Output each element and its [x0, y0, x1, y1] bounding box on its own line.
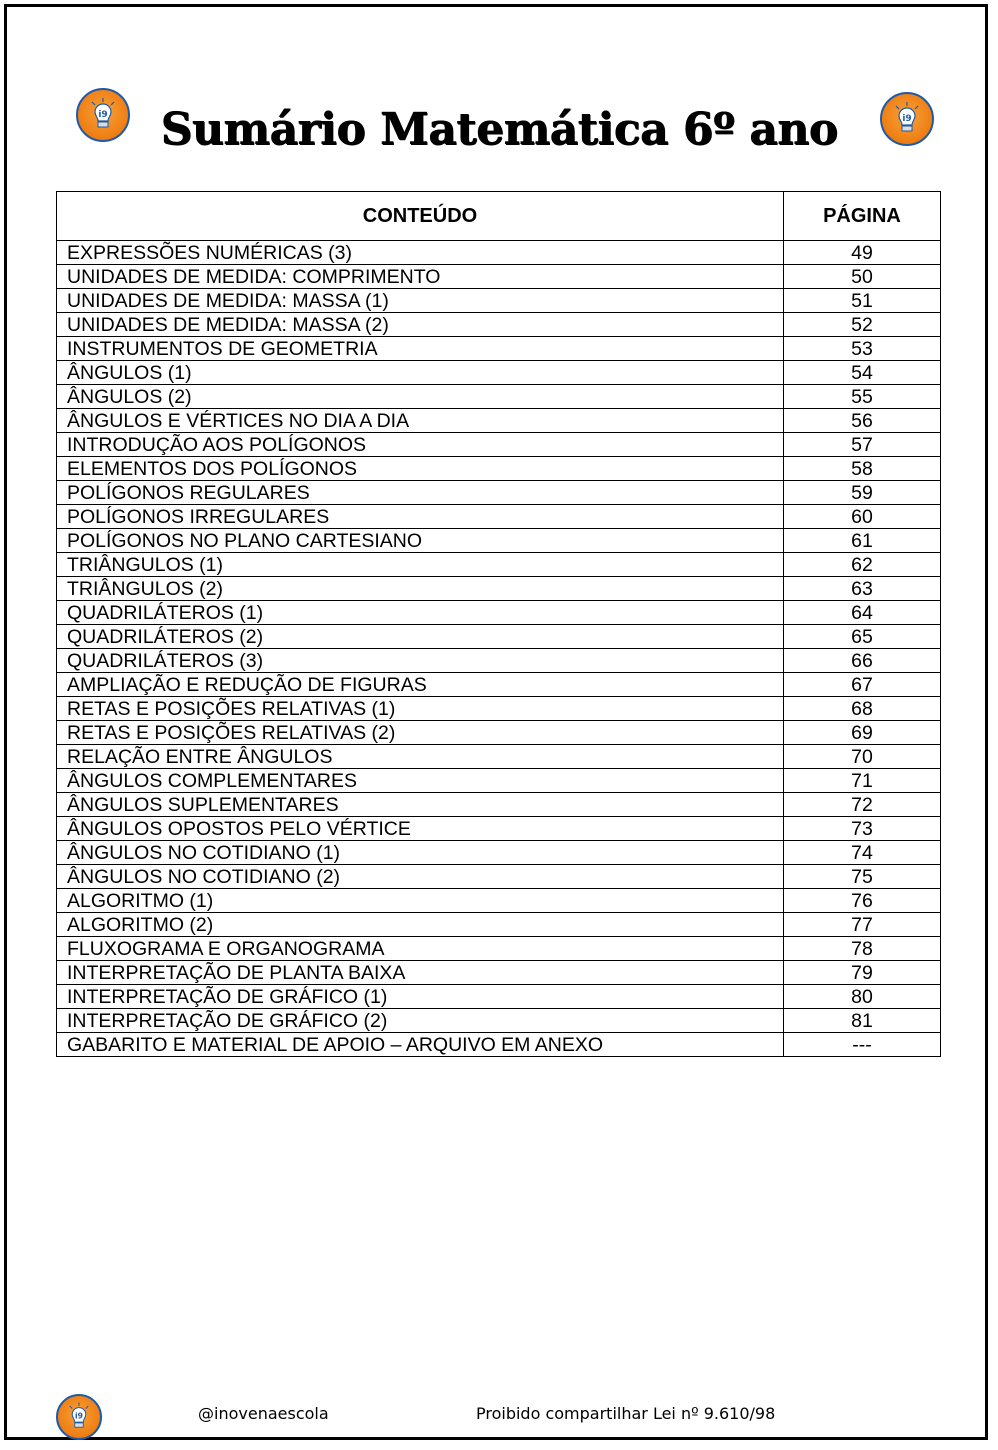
row-page-number: 53: [784, 337, 941, 361]
row-content: ÂNGULOS (1): [57, 361, 784, 385]
row-page-number: 60: [784, 505, 941, 529]
row-content: TRIÂNGULOS (1): [57, 553, 784, 577]
row-content: POLÍGONOS REGULARES: [57, 481, 784, 505]
table-row: [57, 1009, 941, 1033]
row-page-number: 69: [784, 721, 941, 745]
row-content: UNIDADES DE MEDIDA: MASSA (1): [57, 289, 784, 313]
row-content: RETAS E POSIÇÕES RELATIVAS (2): [57, 721, 784, 745]
row-page-number: 68: [784, 697, 941, 721]
table-row: [57, 673, 941, 697]
row-page-number: 57: [784, 433, 941, 457]
row-page-number: 72: [784, 793, 941, 817]
table-row: [57, 745, 941, 769]
row-content: ALGORITMO (2): [57, 913, 784, 937]
row-content: ÂNGULOS COMPLEMENTARES: [57, 769, 784, 793]
row-content: ÂNGULOS NO COTIDIANO (2): [57, 865, 784, 889]
row-page-number: 71: [784, 769, 941, 793]
row-page-number: 56: [784, 409, 941, 433]
table-row: [57, 889, 941, 913]
svg-text:i9: i9: [902, 114, 912, 124]
row-page-number: 78: [784, 937, 941, 961]
table-row: [57, 793, 941, 817]
row-content: QUADRILÁTEROS (2): [57, 625, 784, 649]
table-row: [57, 961, 941, 985]
svg-text:i9: i9: [75, 1411, 83, 1421]
page-title: Sumário Matemática 6º ano: [160, 104, 838, 155]
row-page-number: 79: [784, 961, 941, 985]
row-page-number: 70: [784, 745, 941, 769]
column-header-content: CONTEÚDO: [57, 192, 784, 241]
table-row: [57, 241, 941, 265]
table-row: [57, 841, 941, 865]
row-page-number: 67: [784, 673, 941, 697]
row-content: ÂNGULOS (2): [57, 385, 784, 409]
table-row: [57, 913, 941, 937]
table-row: [57, 1033, 941, 1057]
row-content: INTERPRETAÇÃO DE PLANTA BAIXA: [57, 961, 784, 985]
row-page-number: 61: [784, 529, 941, 553]
table-row: [57, 769, 941, 793]
table-row: [57, 937, 941, 961]
row-content: EXPRESSÕES NUMÉRICAS (3): [57, 241, 784, 265]
table-row: [57, 361, 941, 385]
row-content: RETAS E POSIÇÕES RELATIVAS (1): [57, 697, 784, 721]
row-content: GABARITO E MATERIAL DE APOIO – ARQUIVO EM ANEXO: [57, 1033, 784, 1057]
table-row: [57, 865, 941, 889]
row-content: ÂNGULOS NO COTIDIANO (1): [57, 841, 784, 865]
column-header-page: PÁGINA: [784, 192, 941, 241]
row-page-number: ---: [784, 1033, 941, 1057]
table-body: [57, 241, 941, 1057]
row-page-number: 74: [784, 841, 941, 865]
table-row: [57, 337, 941, 361]
table-row: [57, 505, 941, 529]
row-page-number: 80: [784, 985, 941, 1009]
table-row: [57, 577, 941, 601]
row-page-number: 52: [784, 313, 941, 337]
row-page-number: 50: [784, 265, 941, 289]
table-row: [57, 529, 941, 553]
table-row: [57, 433, 941, 457]
row-page-number: 65: [784, 625, 941, 649]
row-content: INTERPRETAÇÃO DE GRÁFICO (1): [57, 985, 784, 1009]
table-row: [57, 697, 941, 721]
row-page-number: 49: [784, 241, 941, 265]
row-content: UNIDADES DE MEDIDA: MASSA (2): [57, 313, 784, 337]
row-content: QUADRILÁTEROS (3): [57, 649, 784, 673]
row-content: ÂNGULOS SUPLEMENTARES: [57, 793, 784, 817]
row-content: ELEMENTOS DOS POLÍGONOS: [57, 457, 784, 481]
footer-legal-notice: Proibido compartilhar Lei nº 9.610/98: [476, 1404, 776, 1423]
row-content: TRIÂNGULOS (2): [57, 577, 784, 601]
row-page-number: 54: [784, 361, 941, 385]
row-content: ALGORITMO (1): [57, 889, 784, 913]
row-page-number: 59: [784, 481, 941, 505]
table-row: [57, 385, 941, 409]
table-row: [57, 721, 941, 745]
row-page-number: 64: [784, 601, 941, 625]
row-page-number: 66: [784, 649, 941, 673]
row-content: FLUXOGRAMA E ORGANOGRAMA: [57, 937, 784, 961]
row-page-number: 55: [784, 385, 941, 409]
row-content: AMPLIAÇÃO E REDUÇÃO DE FIGURAS: [57, 673, 784, 697]
row-page-number: 76: [784, 889, 941, 913]
row-page-number: 77: [784, 913, 941, 937]
row-content: POLÍGONOS IRREGULARES: [57, 505, 784, 529]
table-row: [57, 481, 941, 505]
row-content: POLÍGONOS NO PLANO CARTESIANO: [57, 529, 784, 553]
row-page-number: 58: [784, 457, 941, 481]
table-row: [57, 265, 941, 289]
table-row: [57, 457, 941, 481]
svg-text:i9: i9: [98, 110, 108, 120]
footer-handle: @inovenaescola: [198, 1404, 329, 1423]
summary-table: [56, 191, 941, 1057]
table-row: [57, 649, 941, 673]
table-row: [57, 817, 941, 841]
table-row: [57, 313, 941, 337]
row-content: INSTRUMENTOS DE GEOMETRIA: [57, 337, 784, 361]
row-content: UNIDADES DE MEDIDA: COMPRIMENTO: [57, 265, 784, 289]
row-content: ÂNGULOS E VÉRTICES NO DIA A DIA: [57, 409, 784, 433]
row-page-number: 81: [784, 1009, 941, 1033]
row-page-number: 51: [784, 289, 941, 313]
row-page-number: 75: [784, 865, 941, 889]
table-row: [57, 289, 941, 313]
table-row: [57, 553, 941, 577]
row-content: ÂNGULOS OPOSTOS PELO VÉRTICE: [57, 817, 784, 841]
row-content: INTRODUÇÃO AOS POLÍGONOS: [57, 433, 784, 457]
table-row: [57, 625, 941, 649]
row-page-number: 73: [784, 817, 941, 841]
row-page-number: 63: [784, 577, 941, 601]
table-row: [57, 601, 941, 625]
row-content: RELAÇÃO ENTRE ÂNGULOS: [57, 745, 784, 769]
table-row: [57, 985, 941, 1009]
row-page-number: 62: [784, 553, 941, 577]
table-header-row: [57, 192, 941, 241]
row-content: QUADRILÁTEROS (1): [57, 601, 784, 625]
table-row: [57, 409, 941, 433]
row-content: INTERPRETAÇÃO DE GRÁFICO (2): [57, 1009, 784, 1033]
lightbulb-logo-icon: [56, 1394, 102, 1440]
